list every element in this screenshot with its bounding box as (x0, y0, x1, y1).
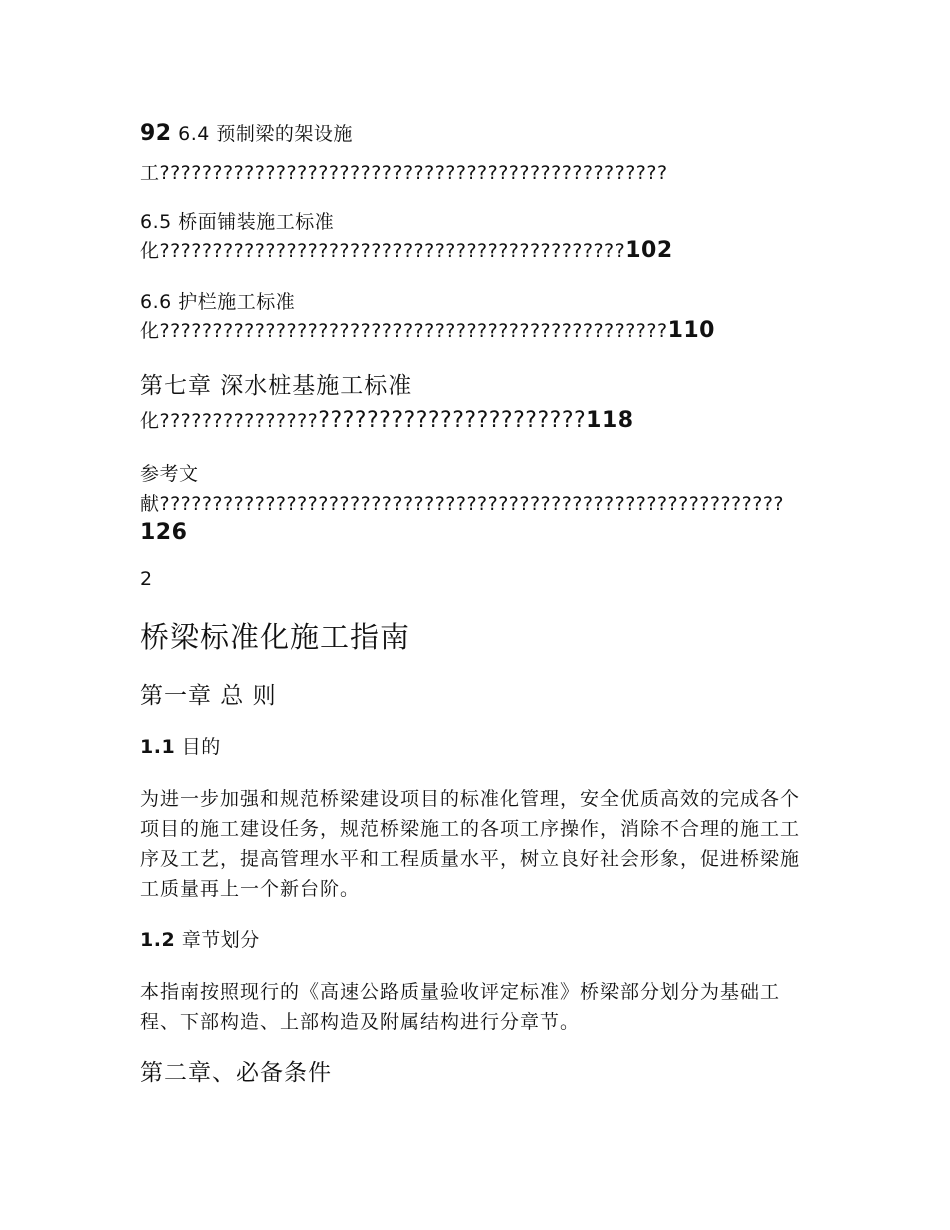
toc-leader: ?????????????????????? (318, 408, 587, 433)
toc-entry-6-6: 6.6 护栏施工标准 (140, 291, 296, 313)
toc-entry-6-4 (140, 121, 353, 147)
purpose-paragraph: 为进一步加强和规范桥梁建设项目的标准化管理，安全优质高效的完成各个项目的施工建设任务，规范桥梁施工的各项工序操作，消除不合理的施工工序及工艺，提高管理水平和工程质量水平，树立良好社会形象，促进桥梁施工质量再上一个新台阶。 (140, 788, 801, 900)
toc-entry-chapter-7: 第七章 深水桩基施工标准 (140, 373, 413, 399)
chapter-2-heading: 第二章、必备条件 (140, 1060, 332, 1086)
toc-page-number: 118 (586, 408, 634, 433)
chapter-1-heading: 第一章 总 则 (140, 683, 277, 709)
page-number: 2 (140, 568, 153, 590)
section-number: 1.1 (140, 736, 176, 758)
section-number: 1.2 (140, 929, 176, 951)
toc-leader: 化???????????????????????????????????????????????? (140, 320, 668, 342)
toc-entry-6-4-continuation: 工???????????????????????????????????????????????? (140, 162, 668, 184)
toc-entry-label: 6.4 预制梁的架设施 (178, 123, 353, 145)
toc-page-number: 102 (625, 238, 673, 263)
document-title: 桥梁标准化施工指南 (140, 620, 411, 654)
toc-leader: 化???????????????????????????????????????????? (140, 240, 626, 262)
section-title: 章节划分 (181, 929, 260, 951)
toc-page-number: 110 (667, 318, 715, 343)
section-1-2-heading (140, 927, 260, 953)
toc-page-number: 92 (140, 121, 172, 146)
division-paragraph: 本指南按照现行的《高速公路质量验收评定标准》桥梁部分划分为基础工程、下部构造、上部构造及附属结构进行分章节。 (140, 981, 781, 1033)
toc-entry-chapter-7-continuation (140, 408, 634, 434)
toc-leader: 化??????????????? (140, 410, 319, 432)
section-1-1-heading (140, 734, 221, 760)
toc-entry-6-5: 6.5 桥面铺装施工标准 (140, 211, 335, 233)
toc-entry-references-continuation: 献??????????????????????????????????????????????????????????? (140, 493, 784, 515)
section-title: 目的 (181, 736, 221, 758)
toc-entry-6-6-continuation (140, 318, 715, 344)
toc-entry-references: 参考文 (140, 463, 199, 485)
toc-entry-6-5-continuation (140, 238, 673, 264)
toc-page-number: 126 (140, 520, 188, 545)
